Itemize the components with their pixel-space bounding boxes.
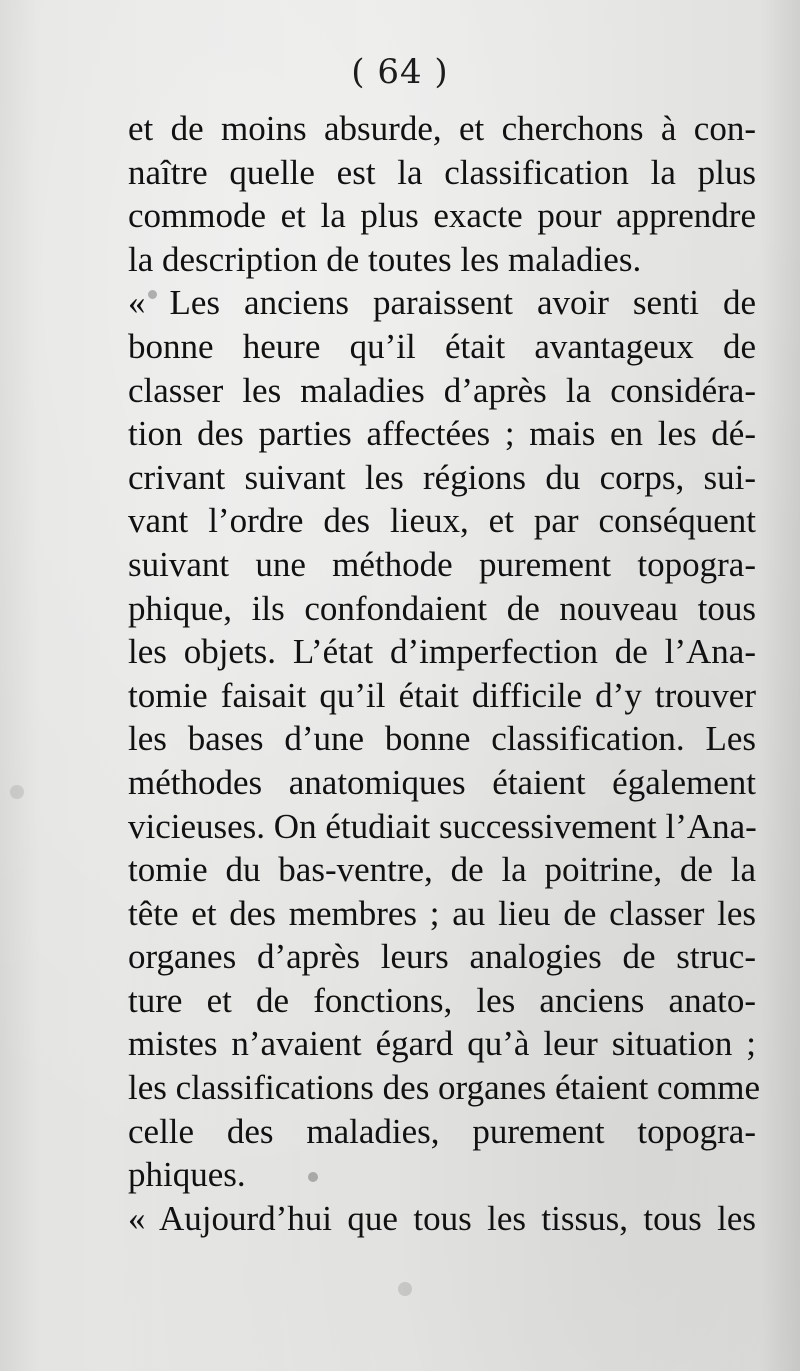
text-line: phiques.	[128, 1155, 246, 1195]
scan-speck	[148, 290, 157, 299]
text-line: naître quelle est la classification la plus	[128, 152, 756, 192]
scan-speck	[398, 1282, 412, 1296]
text-line: tomie faisait qu’il était difficile d’y trouver	[128, 675, 756, 715]
text-line: « Les anciens paraissent avoir senti de	[128, 283, 756, 323]
body-text	[128, 107, 761, 1240]
text-line: tion des parties affectées ; mais en les dé-	[128, 414, 756, 454]
scan-speck	[10, 785, 24, 799]
text-line: la description de toutes les maladies.	[128, 239, 642, 279]
text-line: les classifications des organes étaient comme	[128, 1068, 761, 1108]
text-line: vant l’ordre des lieux, et par conséquent	[128, 501, 756, 541]
text-line: tomie du bas-ventre, de la poitrine, de la	[128, 850, 756, 890]
text-line: suivant une méthode purement topogra-	[128, 544, 756, 584]
page-number: ( 64 )	[351, 52, 449, 92]
text-line: celle des maladies, purement topogra-	[128, 1111, 756, 1151]
text-line: les bases d’une bonne classification. Les	[128, 719, 756, 759]
text-line: tête et des membres ; au lieu de classer les	[128, 893, 756, 933]
text-line: et de moins absurde, et cherchons à con-	[128, 109, 756, 148]
text-line: classer les maladies d’après la considéra-	[128, 370, 756, 410]
text-line: organes d’après leurs analogies de struc-	[128, 937, 756, 977]
text-line: vicieuses. On étudiait successivement l’Ana-	[128, 806, 757, 846]
text-line: bonne heure qu’il était avantageux de	[128, 326, 756, 366]
scan-speck	[308, 1172, 318, 1182]
text-line: les objets. L’état d’imperfection de l’Ana-	[128, 632, 756, 672]
text-line: « Aujourd’hui que tous les tissus, tous les	[128, 1198, 756, 1238]
text-line: ture et de fonctions, les anciens anato-	[128, 980, 756, 1020]
text-line: phique, ils confondaient de nouveau tous	[128, 588, 756, 628]
text-line: méthodes anatomiques étaient également	[128, 762, 756, 802]
text-line: crivant suivant les régions du corps, sui-	[128, 457, 756, 497]
text-line: mistes n’avaient égard qu’à leur situation ;	[128, 1024, 756, 1064]
text-line: commode et la plus exacte pour apprendre	[128, 196, 756, 236]
